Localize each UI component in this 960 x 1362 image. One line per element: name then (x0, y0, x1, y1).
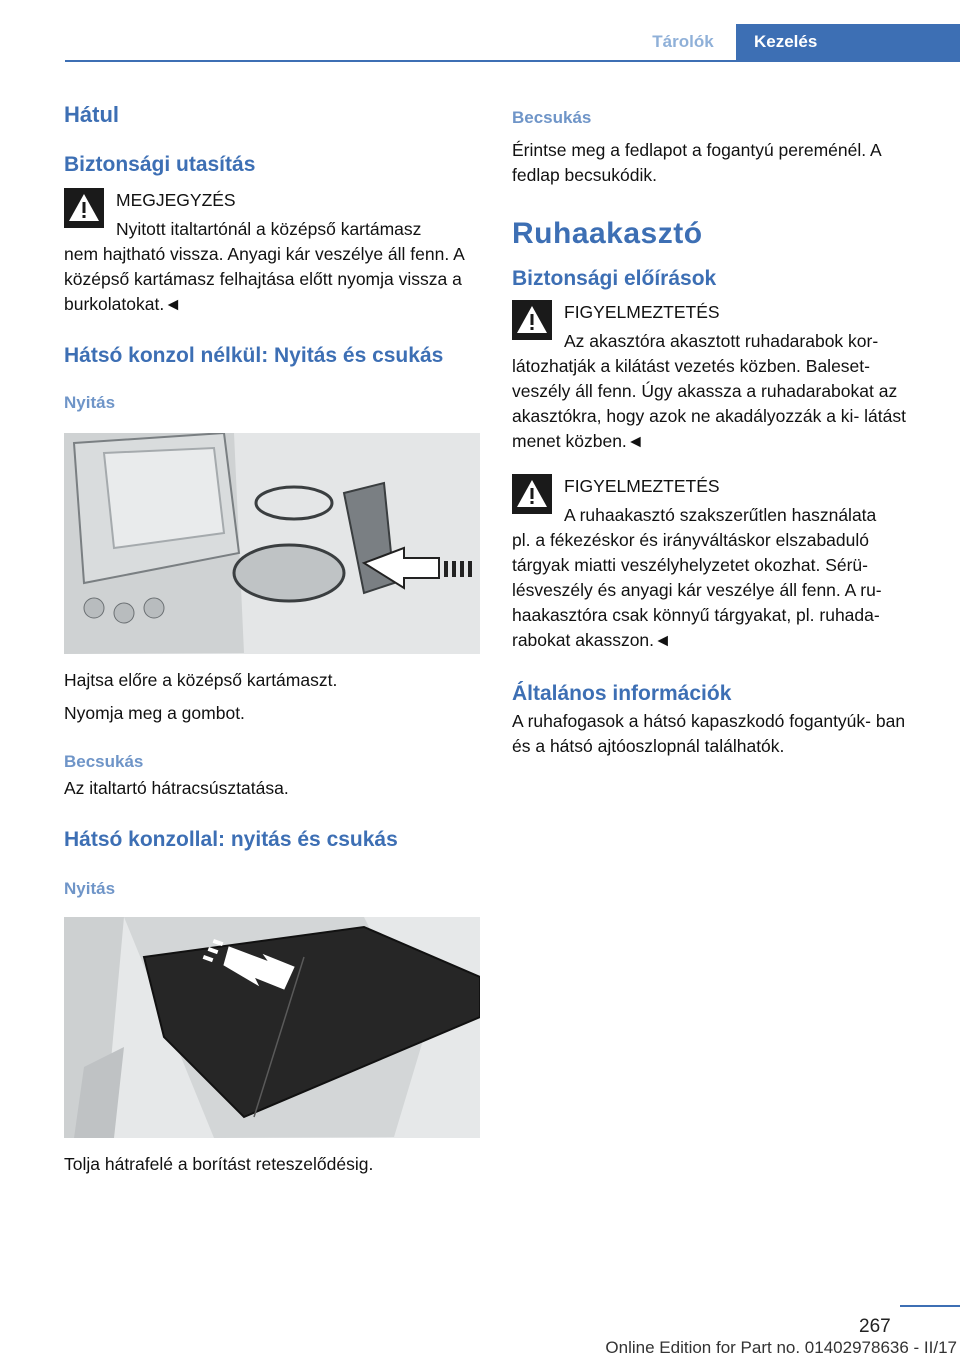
heading-hatul: Hátul (64, 102, 119, 127)
heading-no-console: Hátsó konzol nélkül: Nyitás és csukás (64, 344, 444, 367)
warning-text-first: A ruhaakasztó szakszerűtlen használata (564, 505, 877, 525)
heading-general: Általános információk (512, 682, 732, 705)
tab-kezeles[interactable]: Kezelés (736, 24, 960, 60)
warning-hanger-2 (512, 474, 928, 653)
heading-close-1: Becsukás (64, 752, 144, 771)
step-slide: Az italtartó hátracsúsztatása. (64, 778, 289, 798)
warning-icon (64, 188, 104, 228)
step-fold: Hajtsa előre a középső kartámaszt. (64, 670, 338, 690)
warning-notice (64, 188, 480, 317)
warning-hanger-1 (512, 300, 928, 454)
step-touch: Érintse meg a fedlapot a fogantyú pereménél. A fedlap becsukódik. (512, 140, 881, 185)
heading-safety: Biztonsági utasítás (64, 153, 256, 176)
heading-close-2: Becsukás (512, 108, 592, 127)
warning-text: látozhatják a kilátást vezetés közben. Baleset- veszély áll fenn. Úgy akassza a ruhadarabokat az akasztókra, hogy azok ne akadályozzák a ki- látást menet közben.◄ (512, 356, 906, 451)
page-number: 267 (859, 1316, 891, 1337)
warning-title: MEGJEGYZÉS (116, 190, 236, 210)
step-press: Nyomja meg a gombot. (64, 703, 245, 723)
general-info: A ruhafogasok a hátsó kapaszkodó fogantyúk- ban és a hátsó ajtóoszlopnál találhatók. (512, 711, 906, 756)
edition-line: Online Edition for Part no. 01402978636 - II/17 (605, 1338, 957, 1357)
heading-open-1: Nyitás (64, 393, 116, 412)
tab-tarolok[interactable]: Tárolók (652, 32, 714, 51)
heading-open-2: Nyitás (64, 879, 116, 898)
warning-title: FIGYELMEZTETÉS (564, 476, 720, 496)
heading-safety-rules: Biztonsági előírások (512, 267, 717, 290)
warning-text: nem hajtható vissza. Anyagi kár veszélye áll fenn. A középső kartámasz felhajtása előtt nyomja vissza a burkolatokat.◄ (64, 244, 464, 314)
warning-icon (512, 474, 552, 514)
warning-text-first: Az akasztóra akasztott ruhadarabok kor- (564, 331, 879, 351)
warning-title: FIGYELMEZTETÉS (564, 302, 720, 322)
cupholder-photo (64, 433, 480, 654)
warning-icon (512, 300, 552, 340)
right-column (512, 100, 928, 759)
console-photo (64, 917, 480, 1138)
left-column (64, 100, 480, 1177)
warning-text: pl. a fékezéskor és irányváltáskor elszabaduló tárgyak miatti veszélyhelyzetet okozhat. Sérü- lésveszély és anyagi kár veszélye áll fenn. A ru- haakasztóra csak könnyű tárgyakat, pl. ruhada- rabokat akasszon.◄ (512, 530, 882, 650)
step-push: Tolja hátrafelé a borítást reteszelődésig. (64, 1154, 374, 1174)
warning-text-first: Nyitott italtartónál a középső kartámasz (116, 219, 422, 239)
footer-rule (900, 1305, 960, 1307)
header-rule (65, 60, 960, 62)
heading-hanger: Ruhaakasztó (512, 217, 703, 250)
heading-with-console: Hátsó konzollal: nyitás és csukás (64, 828, 398, 851)
